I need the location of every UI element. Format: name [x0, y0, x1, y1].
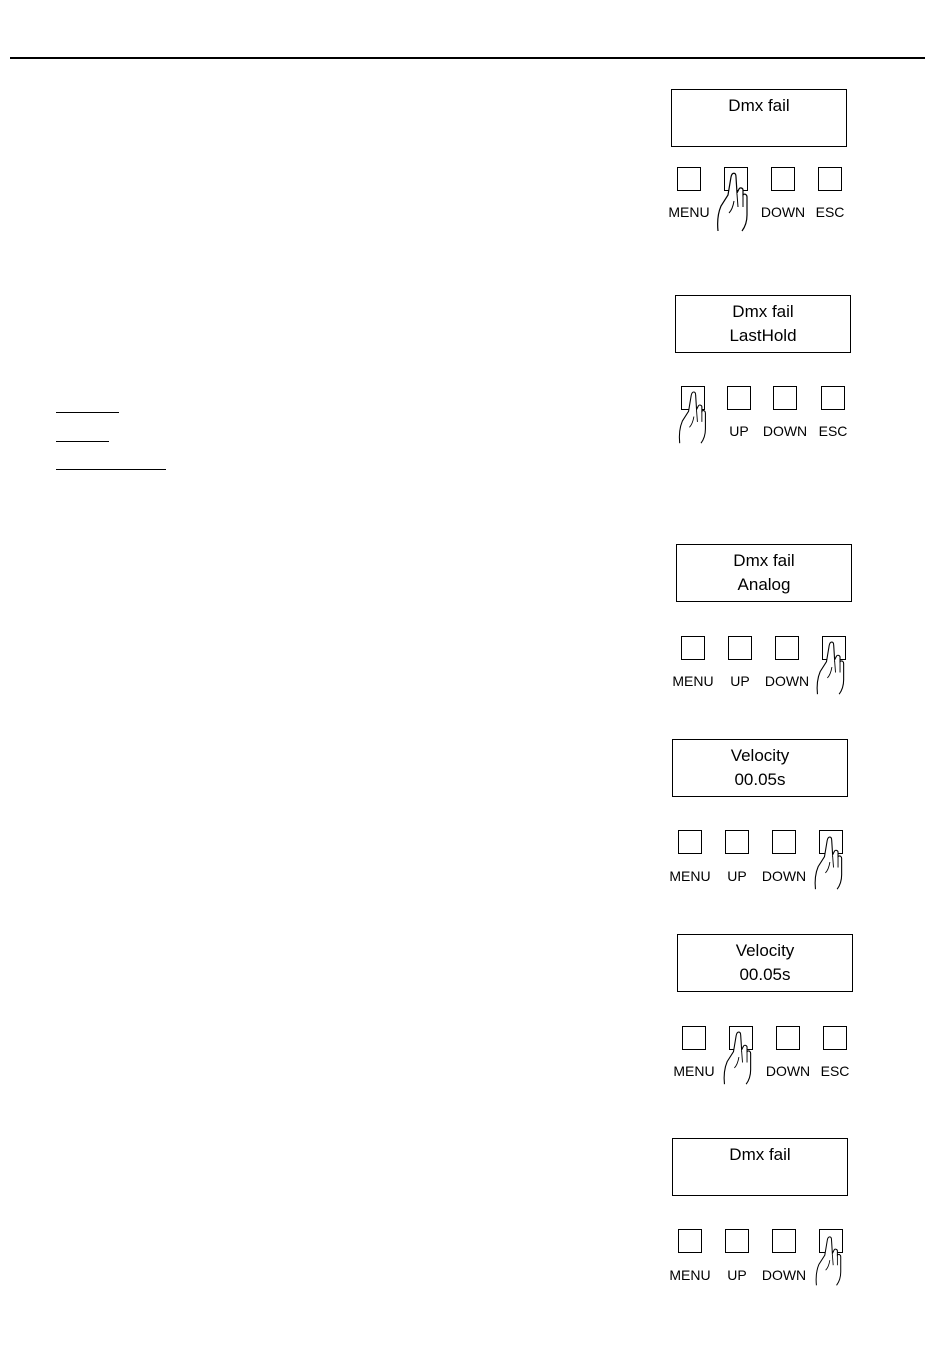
menu-label: MENU	[668, 204, 710, 220]
pointing-hand-icon	[812, 1235, 846, 1287]
up-label: UP	[730, 673, 750, 689]
pointing-hand-icon	[716, 171, 750, 233]
esc-label: ESC	[815, 204, 845, 220]
lcd-line-1: Dmx fail	[733, 551, 795, 570]
down-button[interactable]	[775, 636, 799, 660]
menu-label: MENU	[672, 673, 714, 689]
down-button[interactable]	[771, 167, 795, 191]
menu-label: MENU	[673, 1063, 715, 1079]
down-label: DOWN	[761, 868, 807, 884]
lcd-display	[676, 544, 852, 602]
menu-label: MENU	[669, 868, 711, 884]
up-label: UP	[727, 1267, 747, 1283]
lcd-line-1: Dmx fail	[728, 96, 790, 115]
lcd-line-2	[673, 1167, 847, 1191]
menu-button[interactable]	[678, 1229, 702, 1253]
control-panel-4	[669, 739, 862, 889]
lcd-line-2: Analog	[737, 575, 791, 594]
down-button[interactable]	[773, 386, 797, 410]
down-label: DOWN	[760, 204, 806, 220]
underline-2	[56, 441, 109, 442]
lcd-line-2: 00.05s	[739, 965, 791, 984]
control-panel-2	[675, 295, 865, 445]
pointing-hand-icon	[676, 390, 710, 445]
lcd-display	[675, 295, 851, 353]
up-label: UP	[729, 423, 749, 439]
esc-button[interactable]	[823, 1026, 847, 1050]
pointing-hand-icon	[814, 640, 848, 696]
down-label: DOWN	[761, 1267, 807, 1283]
down-button[interactable]	[772, 830, 796, 854]
menu-button[interactable]	[682, 1026, 706, 1050]
up-button[interactable]	[725, 1229, 749, 1253]
up-button[interactable]	[728, 636, 752, 660]
up-button[interactable]	[725, 830, 749, 854]
lcd-line-1: Dmx fail	[729, 1145, 791, 1164]
control-panel-3	[672, 544, 866, 694]
underline-3	[56, 469, 166, 470]
menu-button[interactable]	[681, 636, 705, 660]
header-rule	[10, 57, 925, 59]
underline-1	[56, 412, 119, 413]
control-panel-6	[669, 1138, 862, 1288]
esc-label: ESC	[820, 1063, 850, 1079]
down-button[interactable]	[776, 1026, 800, 1050]
lcd-display	[677, 934, 853, 992]
up-label: UP	[727, 868, 747, 884]
esc-button[interactable]	[818, 167, 842, 191]
lcd-line-2: 00.05s	[734, 770, 786, 789]
lcd-line-1: Velocity	[730, 746, 790, 765]
lcd-line-2: LastHold	[729, 326, 797, 345]
esc-label: ESC	[818, 423, 848, 439]
control-panel-5	[673, 934, 867, 1084]
down-label: DOWN	[762, 423, 808, 439]
lcd-line-1: Dmx fail	[732, 302, 794, 321]
down-label: DOWN	[764, 673, 810, 689]
up-button[interactable]	[727, 386, 751, 410]
lcd-line-2	[672, 118, 846, 142]
menu-button[interactable]	[677, 167, 701, 191]
lcd-display	[672, 1138, 848, 1196]
control-panel-1	[668, 89, 861, 239]
lcd-display	[672, 739, 848, 797]
esc-button[interactable]	[821, 386, 845, 410]
pointing-hand-icon	[721, 1030, 755, 1086]
menu-button[interactable]	[678, 830, 702, 854]
down-label: DOWN	[765, 1063, 811, 1079]
down-button[interactable]	[772, 1229, 796, 1253]
lcd-line-1: Velocity	[735, 941, 795, 960]
pointing-hand-icon	[812, 835, 846, 891]
menu-label: MENU	[669, 1267, 711, 1283]
lcd-display	[671, 89, 847, 147]
